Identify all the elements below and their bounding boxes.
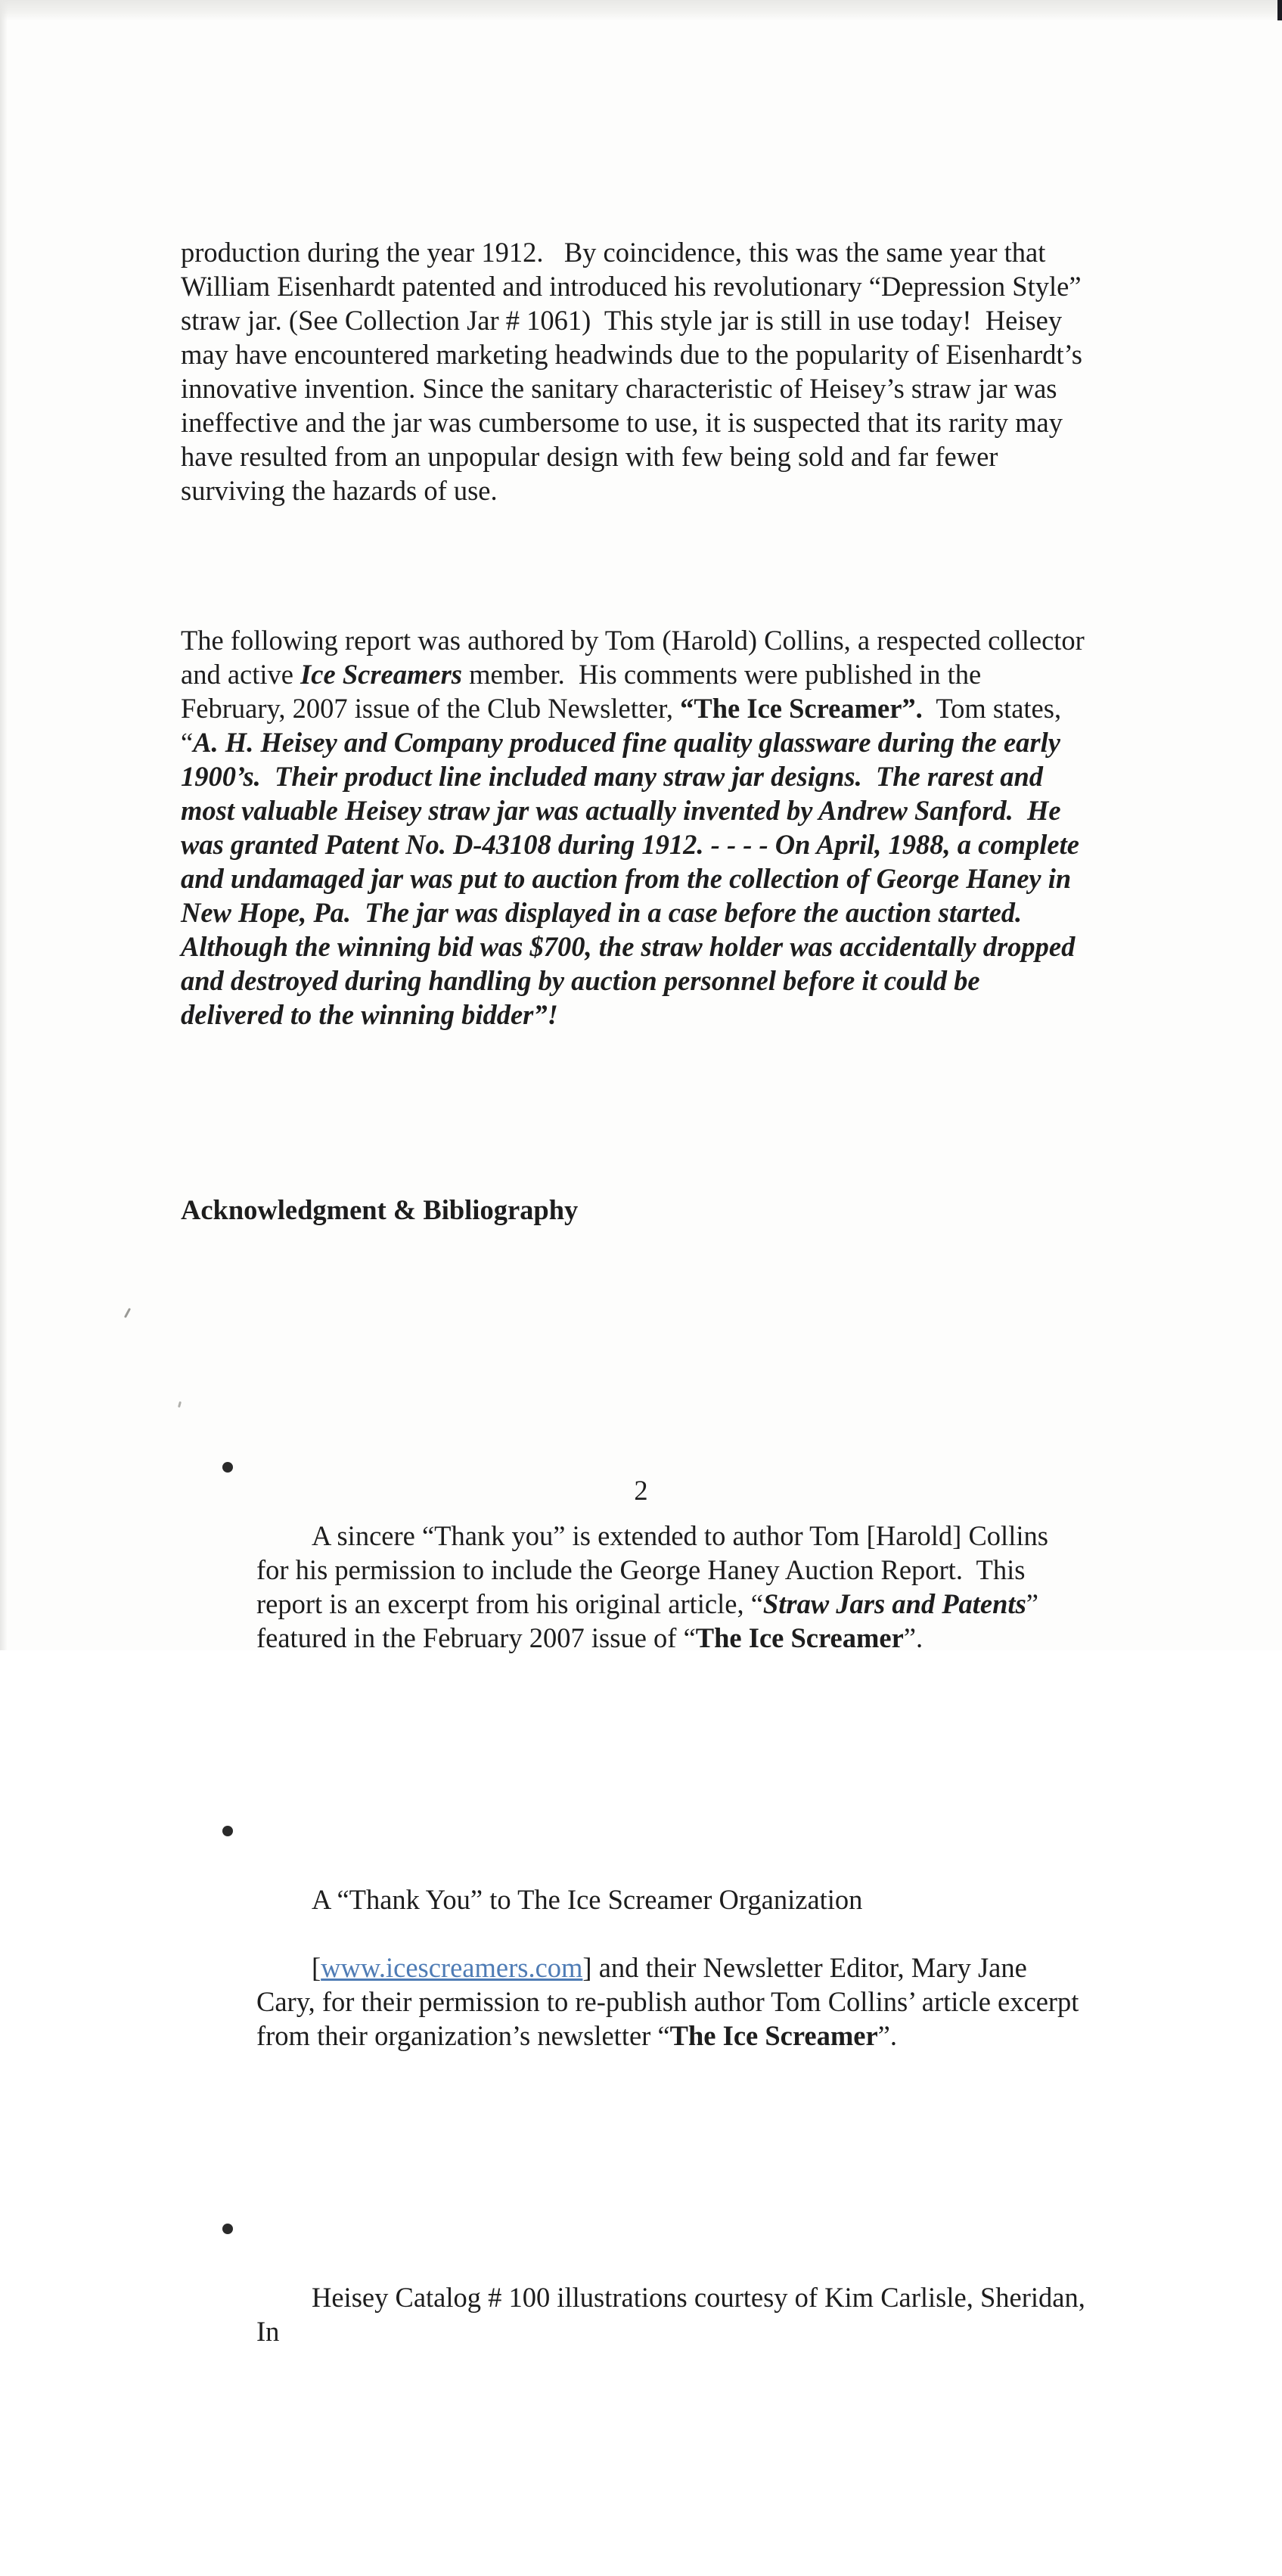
bullet-text: Heisey Catalog # 100 illustrations courtesy of Kim Carlisle, Sheridan, In	[256, 2282, 1092, 2347]
bullet-text: A sincere “Thank you” is extended to author Tom [Harold] Collins for his permission to include the George Haney Auction Report. This report is an excerpt from his original article, “	[256, 1520, 1056, 1619]
report-mid-text: member. His comments were published in the February, 2007 issue of the Club Newsletter,	[181, 659, 989, 724]
bracket-text: ]	[582, 1952, 592, 1983]
scan-edge-top	[0, 0, 1282, 21]
bullet-icon	[222, 1462, 233, 1473]
article-title-text: Straw Jars and Patents	[762, 1588, 1026, 1619]
list-item-thanks-organization	[181, 1814, 1085, 2087]
scan-artifact-corner-mark	[1277, 0, 1282, 20]
newsletter-title-text: “The Ice Screamer”.	[680, 693, 923, 724]
bracket-text: [	[312, 1952, 321, 1983]
bullet-text: A “Thank You” to The Ice Screamer Organization	[312, 1884, 863, 1915]
club-name-text: Ice Screamers	[300, 659, 462, 690]
bullet-text: and their Newsletter Editor, Mary Jane Cary, for their permission to re-publish author Tom Collins’ article excerpt from their organization’s newsletter “	[256, 1952, 1086, 2051]
bullet-icon	[222, 2224, 233, 2234]
paragraph-heisey-history	[181, 235, 1090, 507]
collins-quote-text: A. H. Heisey and Company produced fine quality glassware during the early 1900’s. Their product line included many straw jar designs. The rarest and most valuable Heisey straw jar was actually invented by Andrew Sanford. He was granted Patent No. D-43108 during 1912. - - - - On April, 1988, a complete and undamaged jar was put to auction from the collection of George Haney in New Hope, Pa. The jar was displayed in a case before the auction started. Although the winning bid was $700, the straw holder was accidentally dropped and destroyed during handling by auction personnel before it could be delivered to the winning bidder”!	[181, 727, 1087, 1030]
bullet-text: ” featured in the February 2007 issue of “	[256, 1588, 1046, 1653]
text-block	[181, 133, 1092, 2576]
scan-edge-left	[0, 0, 8, 1650]
bullet-text: ”.	[877, 2020, 897, 2051]
attribution-text: Tom states, “	[181, 693, 1069, 758]
newsletter-name-text: The Ice Screamer	[695, 1622, 904, 1653]
page-number: 2	[634, 1475, 648, 1506]
list-item-catalog-credit	[181, 2212, 1092, 2382]
section-heading: Acknowledgment & Bibliography	[181, 1194, 579, 1225]
newsletter-name-text: The Ice Screamer	[669, 2020, 878, 2051]
bibliography-list	[181, 1349, 1092, 2508]
paragraph-collins-report	[181, 623, 1091, 1032]
bullet-icon	[222, 1826, 233, 1836]
bullet-text: ”.	[903, 1622, 923, 1653]
paragraph-text: production during the year 1912. By coincidence, this was the same year that William Eisenhardt patented and introduced his revolutionary “Depression Style” straw jar. (See Collection Jar # 1061) This style jar is still in use today! Heisey may have encountered marketing headwinds due to the popularity of Eisenhardt’s innovative invention. Since the sanitary characteristic of Heisey’s straw jar was ineffective and the jar was cumbersome to use, it is suspected that its rarity may have resulted from an unpopular design with few being sold and far fewer surviving the hazards of use.	[181, 237, 1090, 506]
scan-speck	[124, 1308, 131, 1318]
icescreamers-link[interactable]: www.icescreamers.com	[321, 1952, 583, 1983]
report-lead-text: The following report was authored by Tom (Harold) Collins, a respected collector and active	[181, 625, 1091, 690]
